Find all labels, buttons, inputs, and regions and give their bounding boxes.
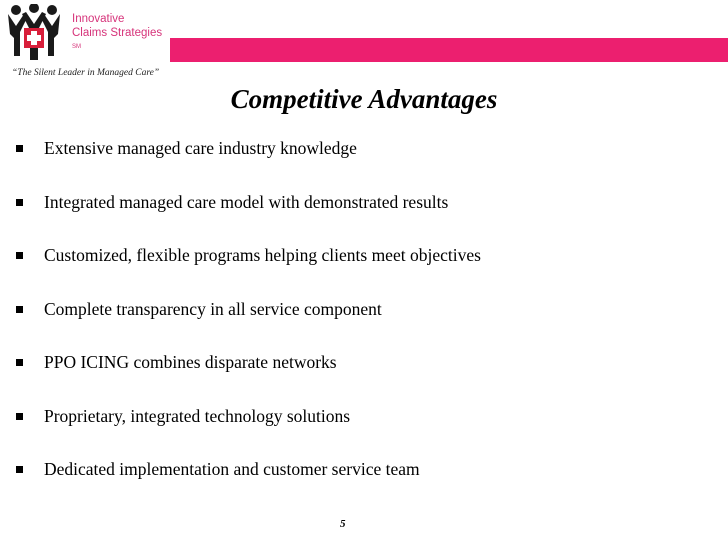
page-number: 5: [340, 518, 346, 530]
company-tagline: “The Silent Leader in Managed Care”: [12, 68, 160, 78]
square-bullet-icon: [16, 199, 23, 206]
bullet-text: Customized, flexible programs helping clients meet objectives: [44, 245, 481, 265]
bullet-text: Proprietary, integrated technology solutions: [44, 405, 351, 426]
bullet-text: Integrated managed care model with demonstrated results: [44, 191, 449, 212]
bullet-text: Complete transparency in all service component: [44, 298, 382, 319]
bullet-item: [16, 404, 716, 458]
square-bullet-icon: [16, 306, 23, 313]
bullet-item: [16, 190, 716, 244]
service-mark: SM: [72, 44, 81, 50]
bullet-text: PPO ICING combines disparate networks: [44, 352, 337, 372]
company-logo: [6, 4, 178, 84]
bullet-text: Dedicated implementation and customer service team: [44, 459, 420, 479]
company-name-line1: Innovative: [72, 13, 125, 25]
bullet-item: [16, 136, 716, 190]
people-cross-logo-icon: [6, 4, 62, 66]
slide-title-text: Competitive Advantages: [230, 84, 498, 114]
slide-header: [0, 0, 728, 90]
square-bullet-icon: [16, 145, 23, 152]
bullet-text: Extensive managed care industry knowledge: [44, 138, 357, 158]
square-bullet-icon: [16, 252, 23, 259]
company-name: [72, 12, 182, 54]
slide-title: [0, 84, 728, 115]
bullet-item: [16, 350, 716, 404]
bullet-list: [16, 136, 716, 511]
bullet-item: [16, 297, 716, 351]
bullet-item: [16, 457, 716, 511]
company-name-line2: Claims Strategies: [72, 27, 163, 39]
header-accent-bar: [170, 38, 728, 62]
square-bullet-icon: [16, 466, 23, 473]
square-bullet-icon: [16, 359, 23, 366]
bullet-item: [16, 243, 716, 297]
square-bullet-icon: [16, 413, 23, 420]
